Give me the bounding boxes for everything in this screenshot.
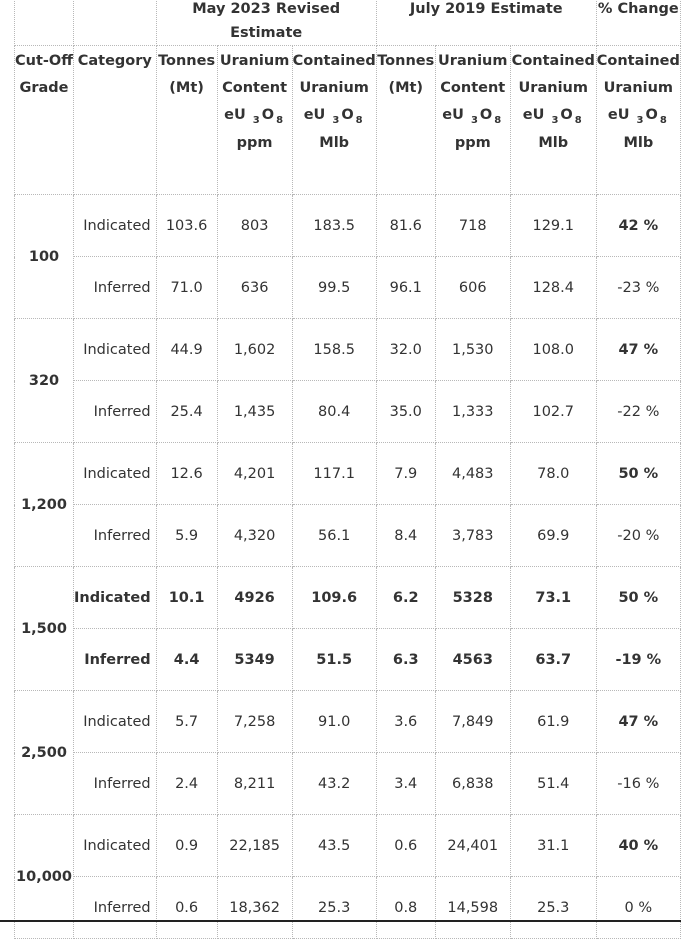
cutoff-grade-cell: 1,500 bbox=[15, 567, 74, 691]
tonnes-july-cell: 6.3 bbox=[376, 629, 435, 691]
table-row bbox=[15, 815, 681, 877]
tonnes-may-cell: 0.9 bbox=[156, 815, 217, 877]
contained-uranium-july-cell: 61.9 bbox=[510, 691, 596, 753]
contained-uranium-may-cell: 43.2 bbox=[292, 753, 376, 815]
category-cell: Indicated bbox=[74, 815, 157, 877]
table-row bbox=[15, 195, 681, 257]
tonnes-header-july: Tonnes (Mt) bbox=[376, 46, 435, 195]
uranium-content-july-cell: 24,401 bbox=[435, 815, 510, 877]
uranium-content-may-cell: 4,201 bbox=[217, 443, 292, 505]
contained-uranium-july-cell: 128.4 bbox=[510, 257, 596, 319]
contained-uranium-july-cell: 31.1 bbox=[510, 815, 596, 877]
uranium-content-header-july: Uranium Content eU $_3$ O $_8$ ppm bbox=[435, 46, 510, 195]
uranium-content-may-cell: 18,362 bbox=[217, 877, 292, 939]
uranium-content-july-cell: 4563 bbox=[435, 629, 510, 691]
uranium-content-may-cell: 1,435 bbox=[217, 381, 292, 443]
table-row bbox=[15, 257, 681, 319]
category-cell: Indicated bbox=[74, 195, 157, 257]
uranium-content-july-cell: 7,849 bbox=[435, 691, 510, 753]
contained-uranium-may-cell: 91.0 bbox=[292, 691, 376, 753]
category-cell: Indicated bbox=[74, 443, 157, 505]
uranium-content-july-cell: 6,838 bbox=[435, 753, 510, 815]
category-cell: Indicated bbox=[74, 567, 157, 629]
percent-change-cell: 0 % bbox=[596, 877, 680, 939]
tonnes-may-cell: 12.6 bbox=[156, 443, 217, 505]
tonnes-may-cell: 10.1 bbox=[156, 567, 217, 629]
table-row bbox=[15, 505, 681, 567]
cutoff-grade-cell: 2,500 bbox=[15, 691, 74, 815]
category-cell: Inferred bbox=[74, 257, 157, 319]
tonnes-july-cell: 6.2 bbox=[376, 567, 435, 629]
tonnes-may-cell: 103.6 bbox=[156, 195, 217, 257]
percent-change-cell: -16 % bbox=[596, 753, 680, 815]
may-2023-group-header: May 2023 Revised Estimate bbox=[156, 0, 376, 46]
contained-uranium-may-cell: 158.5 bbox=[292, 319, 376, 381]
percent-change-cell: -20 % bbox=[596, 505, 680, 567]
uranium-content-july-cell: 14,598 bbox=[435, 877, 510, 939]
tonnes-july-cell: 3.4 bbox=[376, 753, 435, 815]
contained-uranium-may-cell: 109.6 bbox=[292, 567, 376, 629]
change-group-header: % Change bbox=[596, 0, 680, 46]
tonnes-july-cell: 0.8 bbox=[376, 877, 435, 939]
table-row bbox=[15, 753, 681, 815]
uranium-content-may-cell: 7,258 bbox=[217, 691, 292, 753]
tonnes-july-cell: 0.6 bbox=[376, 815, 435, 877]
contained-uranium-may-cell: 25.3 bbox=[292, 877, 376, 939]
contained-uranium-may-cell: 51.5 bbox=[292, 629, 376, 691]
contained-uranium-change-header: Contained Uranium eU $_3$ O $_8$ Mlb bbox=[596, 46, 680, 195]
percent-change-cell: 40 % bbox=[596, 815, 680, 877]
contained-uranium-july-cell: 78.0 bbox=[510, 443, 596, 505]
category-cell: Indicated bbox=[74, 319, 157, 381]
percent-change-cell: -23 % bbox=[596, 257, 680, 319]
contained-uranium-july-cell: 129.1 bbox=[510, 195, 596, 257]
tonnes-may-cell: 25.4 bbox=[156, 381, 217, 443]
tonnes-may-cell: 71.0 bbox=[156, 257, 217, 319]
cutoff-grade-cell: 100 bbox=[15, 195, 74, 319]
group-header-row bbox=[15, 0, 681, 46]
contained-uranium-july-cell: 69.9 bbox=[510, 505, 596, 567]
tonnes-may-cell: 2.4 bbox=[156, 753, 217, 815]
table-row bbox=[15, 629, 681, 691]
tonnes-may-cell: 0.6 bbox=[156, 877, 217, 939]
contained-uranium-header-july: Contained Uranium eU $_3$ O $_8$ Mlb bbox=[510, 46, 596, 195]
column-header-row bbox=[15, 46, 681, 195]
blank-header-cell bbox=[74, 0, 157, 46]
tonnes-july-cell: 3.6 bbox=[376, 691, 435, 753]
contained-uranium-may-cell: 43.5 bbox=[292, 815, 376, 877]
tonnes-header-may: Tonnes (Mt) bbox=[156, 46, 217, 195]
table-row bbox=[15, 877, 681, 939]
tonnes-july-cell: 35.0 bbox=[376, 381, 435, 443]
uranium-content-may-cell: 636 bbox=[217, 257, 292, 319]
contained-uranium-may-cell: 56.1 bbox=[292, 505, 376, 567]
tonnes-july-cell: 96.1 bbox=[376, 257, 435, 319]
percent-change-cell: -22 % bbox=[596, 381, 680, 443]
table-body bbox=[15, 195, 681, 939]
contained-uranium-july-cell: 73.1 bbox=[510, 567, 596, 629]
uranium-content-may-cell: 803 bbox=[217, 195, 292, 257]
uranium-content-july-cell: 1,333 bbox=[435, 381, 510, 443]
category-cell: Indicated bbox=[74, 691, 157, 753]
july-2019-group-header: July 2019 Estimate bbox=[376, 0, 596, 46]
uranium-content-header-may: Uranium Content eU $_3$ O $_8$ ppm bbox=[217, 46, 292, 195]
category-cell: Inferred bbox=[74, 877, 157, 939]
tonnes-july-cell: 32.0 bbox=[376, 319, 435, 381]
uranium-content-july-cell: 606 bbox=[435, 257, 510, 319]
uranium-content-july-cell: 3,783 bbox=[435, 505, 510, 567]
category-cell: Inferred bbox=[74, 505, 157, 567]
category-cell: Inferred bbox=[74, 629, 157, 691]
tonnes-july-cell: 7.9 bbox=[376, 443, 435, 505]
contained-uranium-header-may: Contained Uranium eU $_3$ O $_8$ Mlb bbox=[292, 46, 376, 195]
contained-uranium-july-cell: 51.4 bbox=[510, 753, 596, 815]
tonnes-may-cell: 5.7 bbox=[156, 691, 217, 753]
uranium-content-july-cell: 4,483 bbox=[435, 443, 510, 505]
table-row bbox=[15, 443, 681, 505]
contained-uranium-july-cell: 108.0 bbox=[510, 319, 596, 381]
tonnes-july-cell: 8.4 bbox=[376, 505, 435, 567]
contained-uranium-july-cell: 25.3 bbox=[510, 877, 596, 939]
uranium-content-may-cell: 22,185 bbox=[217, 815, 292, 877]
uranium-content-july-cell: 1,530 bbox=[435, 319, 510, 381]
tonnes-july-cell: 81.6 bbox=[376, 195, 435, 257]
category-cell: Inferred bbox=[74, 381, 157, 443]
uranium-content-may-cell: 4,320 bbox=[217, 505, 292, 567]
uranium-content-may-cell: 8,211 bbox=[217, 753, 292, 815]
contained-uranium-may-cell: 80.4 bbox=[292, 381, 376, 443]
cutoff-grade-cell: 10,000 bbox=[15, 815, 74, 939]
percent-change-cell: 47 % bbox=[596, 691, 680, 753]
table-row bbox=[15, 691, 681, 753]
category-cell: Inferred bbox=[74, 753, 157, 815]
contained-uranium-may-cell: 117.1 bbox=[292, 443, 376, 505]
table-row bbox=[15, 381, 681, 443]
contained-uranium-july-cell: 63.7 bbox=[510, 629, 596, 691]
uranium-content-may-cell: 1,602 bbox=[217, 319, 292, 381]
resource-estimate-table bbox=[14, 0, 681, 939]
table-row bbox=[15, 319, 681, 381]
contained-uranium-july-cell: 102.7 bbox=[510, 381, 596, 443]
cutoff-grade-header: Cut-Off Grade bbox=[15, 46, 74, 195]
table-row bbox=[15, 567, 681, 629]
cutoff-grade-cell: 320 bbox=[15, 319, 74, 443]
percent-change-cell: 42 % bbox=[596, 195, 680, 257]
percent-change-cell: 47 % bbox=[596, 319, 680, 381]
contained-uranium-may-cell: 99.5 bbox=[292, 257, 376, 319]
cutoff-grade-cell: 1,200 bbox=[15, 443, 74, 567]
percent-change-cell: -19 % bbox=[596, 629, 680, 691]
tonnes-may-cell: 4.4 bbox=[156, 629, 217, 691]
percent-change-cell: 50 % bbox=[596, 567, 680, 629]
uranium-content-may-cell: 4926 bbox=[217, 567, 292, 629]
percent-change-cell: 50 % bbox=[596, 443, 680, 505]
uranium-content-july-cell: 718 bbox=[435, 195, 510, 257]
category-header: Category bbox=[74, 46, 157, 195]
tonnes-may-cell: 44.9 bbox=[156, 319, 217, 381]
tonnes-may-cell: 5.9 bbox=[156, 505, 217, 567]
uranium-content-july-cell: 5328 bbox=[435, 567, 510, 629]
uranium-content-may-cell: 5349 bbox=[217, 629, 292, 691]
blank-header-cell bbox=[15, 0, 74, 46]
contained-uranium-may-cell: 183.5 bbox=[292, 195, 376, 257]
bottom-rule bbox=[0, 920, 681, 922]
